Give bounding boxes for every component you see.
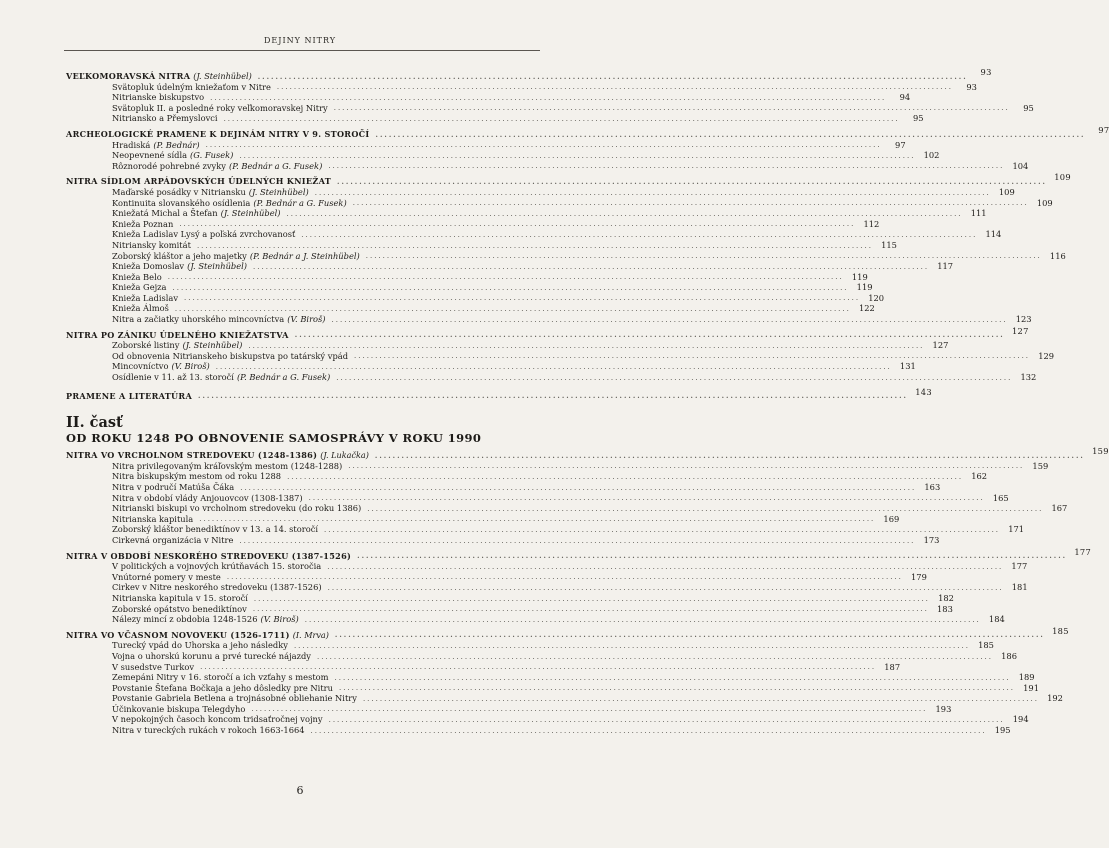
dot-leader [206, 140, 882, 150]
dot-leader [277, 82, 953, 92]
toc-entry [66, 314, 1032, 325]
entry-page-number: 189 [1018, 672, 1035, 683]
entry-author: (J. Steinhübel) [193, 71, 252, 81]
entry-page-number: 191 [1023, 682, 1039, 693]
toc-entry [66, 271, 868, 283]
toc-entry [66, 361, 916, 372]
entry-author: (J. Steinhübel) [182, 340, 243, 351]
dot-leader [376, 130, 1086, 140]
entry-author: (P. Bednár) [153, 139, 200, 150]
entry-title: Nitra privilegovaným kráľovským mestom (1248-1288) [112, 460, 343, 471]
dot-leader [332, 315, 1008, 325]
dot-leader [335, 673, 1011, 683]
toc-chapter [66, 325, 1029, 341]
entry-title: Nitra a začiatky uhorského mincovníctva [112, 314, 285, 325]
dot-leader [239, 536, 915, 546]
entry-page-number: 94 [899, 92, 911, 103]
entry-page-number: 111 [970, 208, 987, 219]
entry-page-number: 186 [1001, 650, 1017, 661]
toc-chapter [66, 67, 992, 82]
dot-leader [328, 583, 1004, 593]
entry-title: V susedstve Turkov [112, 661, 195, 672]
entry-title: Nitrianski biskupi vo vrcholnom stredoveku (do roku 1386) [112, 503, 362, 514]
entry-title: Nitra v područí Matúša Čáka [112, 482, 235, 492]
entry-page-number: 102 [923, 150, 940, 161]
toc-entry [66, 160, 1029, 172]
entry-author: (J. Lukačka) [320, 450, 369, 461]
dot-leader [354, 351, 1030, 361]
entry-title: Osídlenie v 11. až 13. storočí [112, 372, 234, 383]
entry-title: Hradiská [112, 139, 151, 150]
dot-leader [353, 198, 1029, 208]
toc-entry [66, 282, 873, 293]
toc-entry [66, 92, 911, 103]
toc-entry [66, 534, 940, 546]
entry-title: Zoborský kláštor benediktínov v 13. a 14. storočí [112, 524, 319, 535]
entry-title: Cirkev v Nitre neskorého stredoveku (1387-1526) [112, 582, 322, 593]
entry-page-number: 193 [935, 703, 952, 714]
dot-leader [240, 483, 916, 493]
toc-entry [66, 640, 994, 651]
dot-leader [366, 251, 1042, 261]
entry-page-number: 95 [913, 113, 924, 124]
entry-title: Zoborské opátstvo benediktínov [112, 603, 247, 614]
dot-leader [339, 683, 1015, 693]
toc-entry [66, 350, 1055, 362]
dot-leader [336, 373, 1012, 383]
dot-leader [287, 209, 963, 219]
dot-leader [329, 715, 1005, 725]
dot-leader [248, 341, 924, 351]
entry-title: Knieža Belo [112, 271, 162, 282]
entry-title: Knieža Domoslav [112, 261, 185, 272]
toc-entry [66, 372, 1037, 383]
entry-page-number: 97 [895, 139, 906, 150]
entry-page-number: 127 [932, 340, 949, 351]
entry-page-number: 195 [994, 725, 1011, 736]
entry-title: Zemepáni Nitry v 16. storočí a ich vzťahy s mestom [112, 672, 329, 683]
entry-title: NITRA SÍDLOM ARPÁDOVSKÝCH ÚDELNÝCH KNIEŽAT [66, 176, 332, 187]
entry-title: NITRA VO VČASNOM NOVOVEKU (1526-1711) [66, 629, 290, 640]
entry-author: (P. Bednár a G. Fusek) [253, 197, 347, 208]
entry-title: Neopevnené sídla [112, 150, 188, 161]
dot-leader [315, 188, 991, 198]
dot-leader [334, 103, 1010, 113]
entry-page-number: 97 [1098, 124, 1109, 135]
toc-chapter [66, 386, 932, 402]
entry-title: Nitrianske biskupstvo [112, 92, 205, 103]
entry-page-number: 131 [899, 361, 916, 372]
dot-leader [327, 562, 1003, 572]
entry-page-number: 104 [1012, 160, 1029, 171]
header-rule [64, 50, 540, 51]
entry-title: Mincovníctvo [112, 361, 169, 372]
toc-entry [66, 561, 1028, 572]
toc-entry [66, 603, 953, 615]
dot-leader [251, 704, 927, 714]
entry-page-number: 163 [924, 482, 941, 492]
dot-leader [311, 726, 987, 736]
entry-page-number: 116 [1049, 250, 1066, 261]
entry-title: Nitra v období vlády Anjouovcov (1308-1387) [112, 492, 303, 503]
dot-leader [317, 652, 993, 662]
entry-page-number: 112 [863, 218, 880, 229]
toc-entry [66, 672, 1035, 683]
dot-leader [200, 662, 876, 672]
dot-leader [287, 472, 963, 482]
entry-page-number: 109 [1036, 197, 1053, 208]
entry-page-number: 129 [1038, 350, 1055, 361]
dot-leader [363, 694, 1039, 704]
dot-leader [335, 630, 1045, 640]
running-head: DEJINY NITRY [264, 36, 336, 45]
dot-leader [173, 283, 849, 293]
entry-page-number: 159 [1032, 460, 1049, 471]
dot-leader [324, 525, 1000, 535]
entry-title: ARCHEOLOGICKÉ PRAMENE K DEJINÁM NITRY V 9. STOROČÍ [66, 128, 370, 139]
toc-entry [66, 250, 1066, 262]
entry-title: Vnútorné pomery v meste [112, 571, 221, 582]
entry-title: Vojna o uhorskú korunu a prvé turecké nájazdy [112, 650, 311, 661]
entry-author: (V. Biroš) [287, 314, 326, 325]
entry-page-number: 192 [1047, 693, 1063, 704]
entry-author: (G. Fusek) [190, 150, 234, 161]
toc-entry [66, 229, 1002, 240]
toc-entry [66, 614, 1005, 625]
entry-title: Povstanie Gabriela Betlena a trojnásobné obliehanie Nitry [112, 693, 357, 704]
entry-title: NITRA PO ZÁNIKU ÚDELNÉHO KNIEŽATSTVA [66, 329, 289, 340]
toc-part-1 [66, 67, 1109, 401]
entry-page-number: 117 [937, 261, 954, 272]
entry-title: Cirkevná organizácia v Nitre [112, 534, 234, 545]
entry-page-number: 120 [868, 292, 885, 303]
entry-title: NITRA VO VRCHOLNOM STREDOVEKU (1248-1386) [66, 450, 318, 461]
toc-entry [66, 693, 1063, 704]
entry-title: VEĽKOMORAVSKÁ NITRA [66, 71, 191, 81]
entry-author: (V. Biroš) [260, 614, 299, 625]
entry-page-number: 123 [1015, 314, 1032, 325]
entry-page-number: 177 [1011, 561, 1028, 572]
entry-page-number: 119 [851, 271, 868, 282]
toc-chapter [66, 446, 1109, 461]
dot-leader [253, 262, 929, 272]
toc-entry [66, 650, 1017, 662]
dot-leader [184, 293, 860, 303]
entry-page-number: 93 [966, 81, 977, 92]
dot-leader [198, 391, 908, 401]
entry-title: Nitrianska kapitula v 15. storočí [112, 592, 248, 603]
entry-title: Knieža Ladislav [112, 292, 179, 303]
entry-page-number: 109 [998, 186, 1015, 197]
entry-title: PRAMENE A LITERATÚRA [66, 390, 193, 401]
entry-page-number: 122 [859, 303, 875, 314]
entry-author: (V. Biroš) [171, 361, 210, 372]
dot-leader [227, 572, 903, 582]
entry-title: Knieža Poznan [112, 218, 174, 229]
dot-leader [348, 461, 1024, 471]
toc-chapter [66, 124, 1109, 140]
toc-entry [66, 524, 1025, 535]
entry-title: Od obnovenia Nitrianskeho biskupstva po tatárský vpád [112, 350, 349, 361]
toc-entry [66, 102, 1034, 114]
entry-page-number: 169 [883, 513, 900, 524]
toc-entry [66, 592, 954, 604]
entry-author: (J. Steinhübel) [187, 261, 248, 272]
toc-entry [66, 582, 1028, 593]
toc-entry [66, 471, 988, 482]
toc-chapter [66, 172, 1071, 187]
entry-title: Maďarské posádky v Nitriansku [112, 186, 246, 197]
entry-page-number: 143 [915, 386, 932, 397]
toc-entry [66, 714, 1029, 725]
dot-leader [216, 362, 892, 372]
entry-title: Nitrianska kapitula [112, 513, 194, 524]
entry-title: Svätopluk II. a posledné roky veľkomoravskej Nitry [112, 102, 328, 113]
entry-title: Nálezy mincí z obdobia 1248-1526 [112, 614, 258, 625]
entry-title: Svätopluk údelným kniežaťom v Nitre [112, 81, 271, 92]
entry-page-number: 114 [985, 229, 1002, 240]
toc-entry [66, 81, 977, 93]
dot-leader [309, 493, 985, 503]
entry-title: V politických a vojnových krútňavách 15. storočia [112, 561, 322, 572]
toc-entry [66, 208, 987, 219]
toc-entry [66, 261, 954, 272]
entry-author: (J. Steinhübel) [220, 208, 281, 219]
entry-title: Účinkovanie biskupa Telegdyho [112, 703, 246, 714]
entry-page-number: 109 [1054, 172, 1071, 183]
entry-title: Nitriansky komitát [112, 239, 191, 250]
dot-leader [175, 304, 851, 314]
entry-title: NITRA V OBDOBÍ NESKORÉHO STREDOVEKU (1387-1526) [66, 550, 352, 561]
part-heading: II. časť [66, 414, 123, 432]
dot-leader [210, 93, 886, 103]
dot-leader [258, 72, 968, 82]
entry-page-number: 167 [1051, 503, 1068, 514]
entry-page-number: 185 [1052, 625, 1069, 636]
dot-leader [328, 161, 1004, 171]
dot-leader [168, 272, 844, 282]
entry-page-number: 184 [988, 614, 1005, 625]
entry-page-number: 159 [1092, 446, 1109, 457]
dot-leader [375, 451, 1085, 461]
entry-page-number: 181 [1011, 582, 1028, 593]
entry-page-number: 115 [881, 239, 897, 250]
dot-leader [253, 604, 929, 614]
entry-title: Nitra v tureckých rukách v rokoch 1663-1664 [112, 725, 305, 736]
dot-leader [294, 641, 970, 651]
toc-entry [66, 292, 885, 304]
entry-page-number: 165 [992, 492, 1009, 503]
part-subheading: OD ROKU 1248 PO OBNOVENIE SAMOSPRÁVY V ROKU 1990 [66, 431, 482, 446]
entry-title: Kontinuita slovanského osídlenia [112, 197, 251, 208]
dot-leader [197, 241, 873, 251]
entry-page-number: 187 [884, 661, 901, 672]
page-number: 6 [296, 784, 304, 797]
entry-page-number: 132 [1020, 372, 1037, 383]
entry-author: (I. Mrva) [292, 629, 329, 640]
dot-leader [254, 594, 930, 604]
toc-entry [66, 682, 1039, 694]
toc-entry [66, 513, 900, 525]
toc-entry [66, 482, 941, 493]
toc-entry [66, 218, 880, 230]
entry-page-number: 162 [971, 471, 988, 482]
dot-leader [305, 615, 981, 625]
entry-page-number: 182 [938, 592, 954, 603]
entry-title: Zoborské listiny [112, 340, 180, 351]
entry-page-number: 185 [978, 640, 994, 651]
entry-page-number: 179 [911, 571, 927, 582]
entry-page-number: 127 [1011, 325, 1029, 336]
entry-author: (P. Bednár a G. Fusek) [236, 372, 331, 383]
dot-leader [239, 151, 915, 161]
entry-title: Zoborský kláštor a jeho majetky [112, 250, 247, 261]
toc-chapter [66, 546, 1092, 562]
toc-entry [66, 703, 952, 715]
toc-entry [66, 503, 1068, 514]
entry-title: Turecký vpád do Uhorska a jeho následky [112, 640, 288, 651]
entry-page-number: 93 [980, 67, 992, 77]
entry-page-number: 194 [1012, 714, 1029, 725]
dot-leader [301, 230, 977, 240]
entry-title: Rôznorodé pohrebné zvyky [112, 160, 226, 171]
toc-entry [66, 303, 875, 314]
entry-title: Nitriansko a Přemyslovci [112, 113, 218, 124]
toc-entry [66, 139, 906, 151]
dot-leader [199, 514, 875, 524]
entry-title: Knieža Gejza [112, 282, 167, 293]
toc-entry [66, 113, 924, 124]
toc-entry [66, 460, 1049, 472]
toc-entry [66, 661, 901, 673]
entry-page-number: 173 [923, 534, 940, 545]
entry-author: (P. Bednár a G. Fusek) [228, 160, 323, 171]
entry-title: Povstanie Štefana Bočkaja a jeho dôsledky pre Nitru [112, 682, 333, 693]
entry-page-number: 119 [856, 282, 873, 293]
toc-entry [66, 186, 1015, 198]
dot-leader [179, 219, 855, 229]
entry-title: Knieža Ladislav Lysý a poľská zvrchovanosť [112, 229, 296, 240]
toc-entry [66, 197, 1053, 209]
dot-leader [357, 551, 1067, 561]
entry-author: (J. Steinhübel) [248, 186, 309, 197]
entry-page-number: 95 [1023, 102, 1034, 113]
dot-leader [367, 504, 1043, 514]
entry-title: Knieža Álmoš [112, 303, 169, 314]
entry-page-number: 183 [937, 603, 953, 614]
table-of-contents [66, 66, 1109, 736]
entry-title: V nepokojných časoch koncom tridsaťročnej vojny [112, 714, 323, 725]
entry-page-number: 177 [1074, 546, 1092, 557]
toc-entry [66, 571, 927, 583]
dot-leader [295, 330, 1005, 340]
toc-entry [66, 239, 897, 251]
toc-entry [66, 725, 1011, 736]
entry-page-number: 171 [1008, 524, 1025, 535]
dot-leader [337, 177, 1047, 187]
dot-leader [224, 114, 900, 124]
entry-title: Nitra biskupským mestom od roku 1288 [112, 471, 282, 482]
entry-title: Kniežatá Michal a Štefan [112, 208, 218, 219]
toc-entry [66, 492, 1009, 504]
toc-entry [66, 150, 940, 161]
toc-entry [66, 340, 949, 351]
toc-chapter [66, 625, 1069, 641]
entry-author: (P. Bednár a J. Steinhübel) [249, 250, 360, 261]
toc-part-2 [66, 446, 1109, 736]
